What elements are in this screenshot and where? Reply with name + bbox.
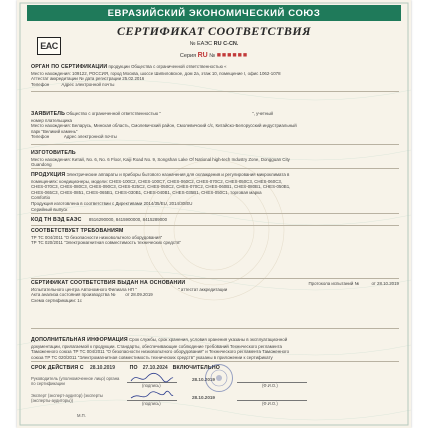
applicant-line3: Место нахождения: Беларусь, Минская область, Смолевичский район, Смолевичский с/с, Китайско-Белорусский индустриальный xyxy=(31,123,297,129)
reg-number: RU С-CN. xyxy=(213,41,239,47)
expert-sign-caption: (подпись) xyxy=(142,401,161,406)
head-label: Руководитель (уполномоченное лицо) органа по сертификации xyxy=(31,376,120,386)
certificate-title: СЕРТИФИКАТ СООТВЕТСТВИЯ xyxy=(117,24,311,38)
validity-to: 27.10.2024 xyxy=(142,365,168,371)
organ-line3: Аттестат аккредитации № xyxy=(31,76,84,82)
section-requirements xyxy=(31,228,399,246)
tnved-label: КОД ТН ВЭД ЕАЭС xyxy=(31,217,82,223)
validity-to-label: ПО xyxy=(129,365,138,371)
basis-line2: Акта анализа состояния производства № xyxy=(31,292,116,298)
expert-date: 28.10.2019 xyxy=(192,395,215,400)
divider xyxy=(31,361,399,362)
organ-heading: ОРГАН ПО СЕРТИФИКАЦИИ xyxy=(31,64,108,70)
eac-logo: EAC xyxy=(37,37,61,55)
additional-line1: Срок службы, срок хранения, условия хранения указаны в эксплуатационной xyxy=(129,337,288,342)
series-line xyxy=(17,52,411,59)
head-date: 28.10.2019 xyxy=(192,377,215,382)
organ-line1: продукции Общества с ограниченной ответственностью « xyxy=(108,64,227,69)
basis-line1b: " аттестат аккредитации xyxy=(178,286,228,292)
section-tnved xyxy=(31,217,399,224)
seal-stamp xyxy=(205,364,233,392)
applicant-line1b: ", учетный xyxy=(252,111,273,116)
product-line1: Электрические аппараты и приборы бытового назначения для охлаждения и регулирования микроклимата в xyxy=(66,172,290,177)
expert-name-caption: (Ф.И.О.) xyxy=(262,401,278,406)
validity-heading: СРОК ДЕЙСТВИЯ С xyxy=(31,365,84,371)
additional-line2: документации, прилагаемой к продукции. Стандарты, обеспечивающие соблюдение требований Технического регламента xyxy=(31,343,282,349)
basis-protocol-date: от 28.10.2019 xyxy=(371,281,399,286)
divider xyxy=(31,328,399,329)
product-line2: помещениях: кондиционеры, модели: CHES-100C2, CHES-100C7, CHES-060C2, CHES-070C2, CHES-050C3, CHES-060C3, xyxy=(31,178,283,184)
applicant-line5b: Адрес электронной почты xyxy=(63,134,117,140)
section-applicant xyxy=(31,111,399,140)
series-value: RU xyxy=(197,52,208,59)
basis-heading: СЕРТИФИКАТ СООТВЕТСТВИЯ ВЫДАН НА ОСНОВАНИИ xyxy=(31,280,186,286)
head-sign-caption: (подпись) xyxy=(142,383,161,388)
additional-heading: ДОПОЛНИТЕЛЬНАЯ ИНФОРМАЦИЯ xyxy=(31,337,128,343)
organ-line3b: дата регистрации 25.02.2016 xyxy=(85,76,145,82)
section-basis xyxy=(31,281,399,303)
applicant-line5: Телефон xyxy=(31,134,50,140)
product-line3: CHES-070C3, CHES-080C3, CHES-090C3, CHES-025C2, CHES-050C2, CHES-070C2, CHES-060B1, CHES-080B1, CHES-050B1, xyxy=(31,184,291,190)
requirements-line1: ТР ТС 004/2011 "О безопасности низковольтного оборудования" xyxy=(31,234,163,240)
validity-inclusive: ВКЛЮЧИТЕЛЬНО xyxy=(172,365,220,371)
divider xyxy=(31,144,399,145)
series-label: Серия xyxy=(179,53,197,59)
section-manufacturer xyxy=(31,150,399,168)
organ-line4b: Адрес электронной почты xyxy=(61,81,115,87)
section-additional xyxy=(31,337,399,360)
expert-label: Эксперт (эксперт-аудитор) (эксперты (эксперты-аудиторы)) xyxy=(31,393,103,403)
product-line7: Серийный выпуск xyxy=(31,206,68,212)
divider xyxy=(31,168,399,169)
section-product xyxy=(31,172,399,212)
basis-line3: Схема сертификации: 1с xyxy=(31,297,82,303)
organ-line2: Место нахождения: 109122, РОССИЯ, город Москва, шоссе Шипиловское, дом 2а, этаж 10, помещение I, офис 1062-1078 xyxy=(31,70,281,76)
divider xyxy=(31,213,399,214)
product-heading: ПРОДУКЦИЯ xyxy=(31,172,66,178)
applicant-line2: номер плательщика xyxy=(31,117,72,123)
product-line5: Comfortio xyxy=(31,195,51,201)
series-number-redacted: ■■■■■■ xyxy=(216,52,249,59)
section-certification-body xyxy=(31,64,399,87)
manufacturer-heading: ИЗГОТОВИТЕЛЬ xyxy=(31,150,76,156)
certificate-sheet xyxy=(17,0,411,428)
banner-union-name: ЕВРАЗИЙСКИЙ ЭКОНОМИЧЕСКИЙ СОЮЗ xyxy=(27,5,401,21)
additional-line3: Таможенного союза ТР ТС 004/2011 "О безопасности низковольтного оборудования" и Технического регламента Таможенного xyxy=(31,349,290,355)
basis-line1: Испытательного центра Автономного Филиала НП " xyxy=(31,286,137,292)
head-name-caption: (Ф.И.О.) xyxy=(262,383,278,388)
product-line4: CHES-065C3, CHES-0851, CHES-065B1, CHES-030B1, CHES-040B1, CHES-035B1, CHES-050C1, торговая марка xyxy=(31,189,262,195)
manufacturer-line1: Место нахождения: Китай, No. 6, No. 6 Floor, Kaiji Road No. 9, Songshan Lake Of National high-tech Industry Zone, Dongguan City xyxy=(31,156,290,162)
requirements-heading: СООТВЕТСТВУЕТ ТРЕБОВАНИЯМ xyxy=(31,228,124,234)
reg-prefix: № ЕАЭС xyxy=(189,41,213,47)
series-no-label: № xyxy=(209,53,216,59)
product-line6: Продукция изготовлена в соответствии с Директивами 2014/35/EU, 2014/30/EU xyxy=(31,200,193,206)
divider xyxy=(31,278,399,279)
applicant-line4: парк "Великий камень" xyxy=(31,128,78,134)
organ-line4: Телефон xyxy=(31,81,50,87)
divider xyxy=(31,225,399,226)
divider xyxy=(31,91,399,92)
validity-from: 28.10.2019 xyxy=(89,365,115,371)
basis-protocol: Протокола испытаний № xyxy=(308,281,360,286)
applicant-line1: Общество с ограниченной ответственностью " xyxy=(66,111,161,116)
seal-place-mark: М.П. xyxy=(77,413,86,418)
additional-line4: союза ТР ТС 020/2011 "Электромагнитная совместимость технических средств" указаны в приложении к сертификату xyxy=(31,354,273,360)
requirements-line2: ТР ТС 020/2011 "Электромагнитная совместимость технических средств" xyxy=(31,240,181,246)
tnved-codes: 8516290000, 8415900000, 8415289000 xyxy=(88,217,168,222)
registration-number xyxy=(17,41,411,47)
applicant-heading: ЗАЯВИТЕЛЬ xyxy=(31,111,65,117)
basis-line2b: от 28.09.2019 xyxy=(125,292,153,298)
manufacturer-line2: Guandong xyxy=(31,162,52,168)
